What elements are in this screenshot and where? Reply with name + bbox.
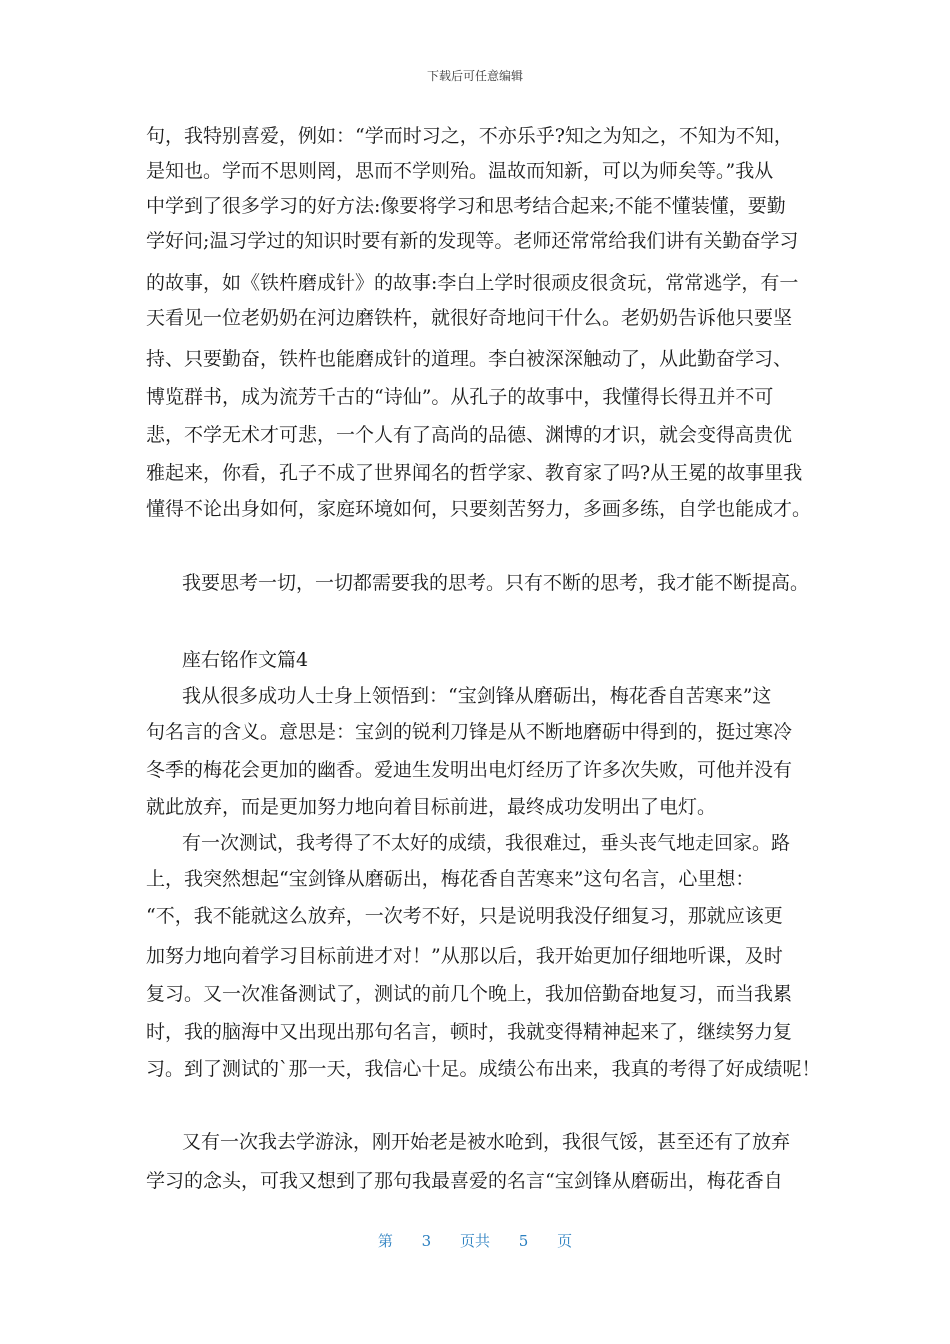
text-line: 中学到了很多学习的好方法:像要将学习和思考结合起来;不能不懂装懂，要勤 xyxy=(146,195,786,217)
page-number: 3 xyxy=(421,1232,432,1250)
text-line: “不，我不能就这么放弃，一次考不好，只是说明我没仔细复习，那就应该更 xyxy=(146,905,783,927)
page-footer xyxy=(0,1230,950,1251)
text-line: 冬季的梅花会更加的幽香。爱迪生发明出电灯经历了许多次失败，可他并没有 xyxy=(146,759,793,781)
section-heading: 座右铭作文篇4 xyxy=(182,649,309,671)
page-label: 第 xyxy=(377,1232,393,1250)
text-line: 是知也。学而不思则罔，思而不学则殆。温故而知新，可以为师矣等。”我从 xyxy=(146,160,774,182)
text-line: 天看见一位老奶奶在河边磨铁杵，就很好奇地问干什么。老奶奶告诉他只要坚 xyxy=(146,307,793,329)
text-line: 句名言的含义。意思是：宝剑的锐利刀锋是从不断地磨砺中得到的，挺过寒冷 xyxy=(146,721,793,743)
text-line: 懂得不论出身如何，家庭环境如何，只要刻苦努力，多画多练，自学也能成才。 xyxy=(146,498,812,520)
text-line: 悲，不学无术才可悲，一个人有了高尚的品德、渊博的才识，就会变得高贵优 xyxy=(146,424,793,446)
text-line: 的故事，如《铁杵磨成针》的故事:李白上学时很顽皮很贪玩，常常逃学，有一 xyxy=(146,272,799,294)
text-line: 就此放弃，而是更加努力地向着目标前进，最终成功发明出了电灯。 xyxy=(146,796,717,818)
text-line: 复习。又一次准备测试了，测试的前几个晚上，我加倍勤奋地复习，而当我累 xyxy=(146,983,793,1005)
text-line: 加努力地向着学习目标前进才对！”从那以后，我开始更加仔细地听课，及时 xyxy=(146,945,783,967)
page-header: 下载后可任意编辑 xyxy=(426,69,523,83)
page-middle-label: 页共 xyxy=(459,1232,490,1250)
total-pages: 5 xyxy=(518,1232,529,1250)
text-line: 上，我突然想起“宝剑锋从磨砺出，梅花香自苦寒来”这句名言，心里想： xyxy=(146,868,755,890)
text-line: 有一次测试，我考得了不太好的成绩，我很难过，垂头丧气地走回家。路 xyxy=(182,832,791,854)
text-line: 习。到了测试的`那一天，我信心十足。成绩公布出来，我真的考得了好成绩呢！ xyxy=(146,1058,821,1080)
text-line: 我从很多成功人士身上领悟到：“宝剑锋从磨砺出，梅花香自苦寒来”这 xyxy=(182,685,772,707)
text-line: 时，我的脑海中又出现出那句名言，顿时，我就变得精神起来了，继续努力复 xyxy=(146,1021,793,1043)
text-line: 又有一次我去学游泳，刚开始老是被水呛到，我很气馁，甚至还有了放弃 xyxy=(182,1131,791,1153)
text-line: 博览群书，成为流芳千古的“诗仙”。从孔子的故事中，我懂得长得丑并不可 xyxy=(146,386,774,408)
text-line: 雅起来，你看，孔子不成了世界闻名的哲学家、教育家了吗?从王冕的故事里我 xyxy=(146,462,803,484)
text-line: 学好问;温习学过的知识时要有新的发现等。老师还常常给我们讲有关勤奋学习 xyxy=(146,230,799,252)
text-line: 持、只要勤奋，铁杵也能磨成针的道理。李白被深深触动了，从此勤奋学习、 xyxy=(146,348,793,370)
page-end-label: 页 xyxy=(557,1232,573,1250)
text-line: 我要思考一切，一切都需要我的思考。只有不断的思考，我才能不断提高。 xyxy=(182,572,810,594)
text-line: 句，我特别喜爱，例如：“学而时习之，不亦乐乎?知之为知之，不知为不知， xyxy=(146,125,793,147)
text-line: 学习的念头，可我又想到了那句我最喜爱的名言“宝剑锋从磨砺出，梅花香自 xyxy=(146,1170,783,1192)
